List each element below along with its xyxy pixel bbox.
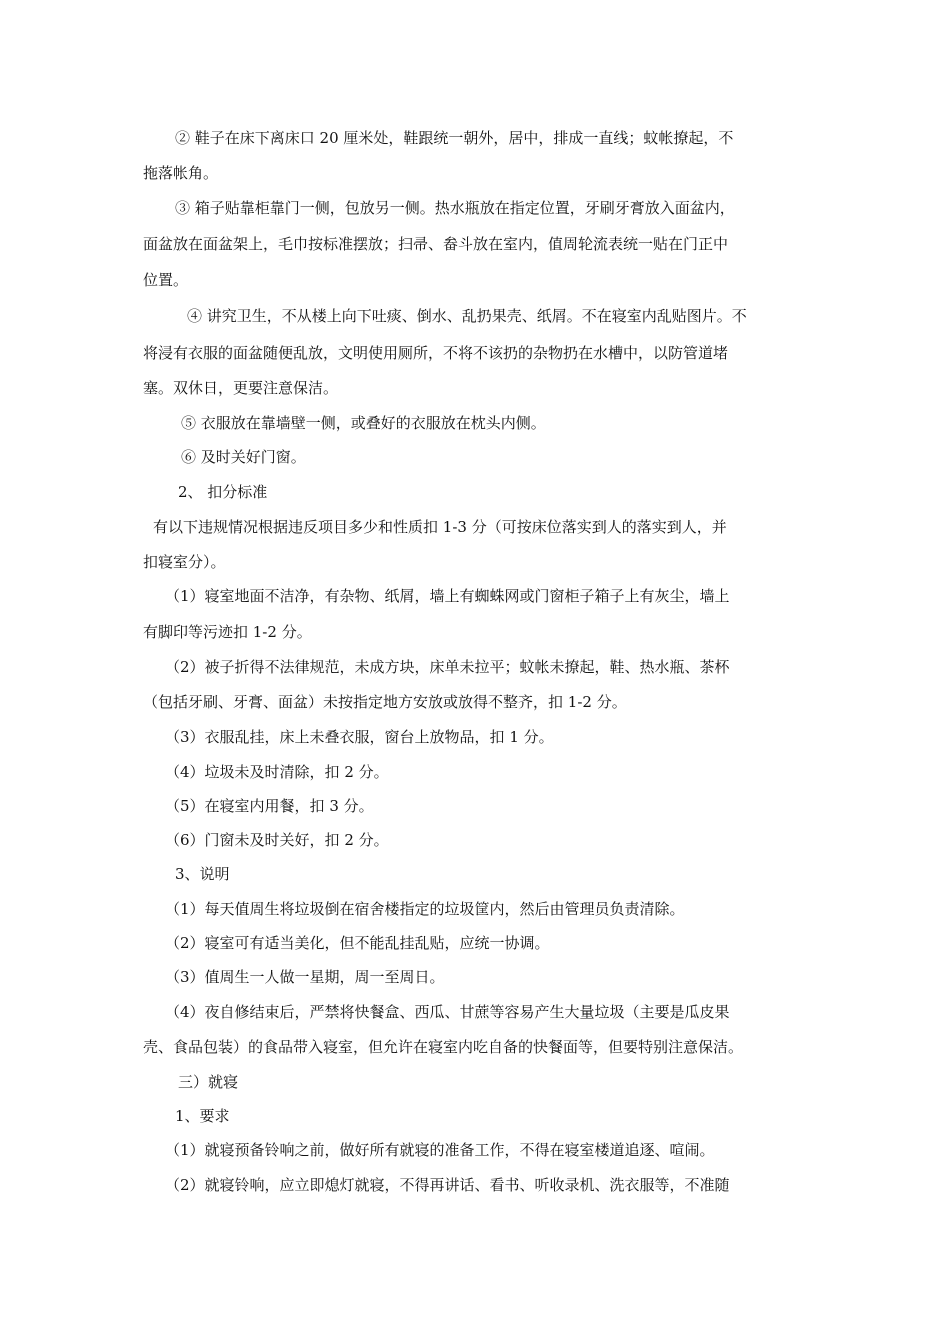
text-line: （5）在寝室内用餐，扣 3 分。	[165, 797, 374, 815]
text-line: ④ 讲究卫生，不从楼上向下吐痰、倒水、乱扔果壳、纸屑。不在寝室内乱贴图片。不	[187, 307, 747, 325]
text-line: ⑤ 衣服放在靠墙壁一侧，或叠好的衣服放在枕头内侧。	[181, 414, 546, 432]
section-heading: 2、 扣分标准	[178, 483, 268, 501]
text-line: 壳、食品包装）的食品带入寝室，但允许在寝室内吃自备的快餐面等，但要特别注意保洁。	[143, 1038, 744, 1056]
section-heading: 3、说明	[175, 865, 230, 883]
text-line: 将浸有衣服的面盆随便乱放，文明使用厕所，不将不该扔的杂物扔在水槽中，以防管道堵	[143, 344, 729, 362]
text-line: （包括牙刷、牙膏、面盆）未按指定地方安放或放得不整齐，扣 1-2 分。	[143, 693, 627, 711]
text-line: 塞。双休日，更要注意保洁。	[143, 379, 339, 397]
section-heading: 1、要求	[175, 1107, 230, 1125]
text-line: （3）衣服乱挂，床上未叠衣服，窗台上放物品，扣 1 分。	[165, 728, 554, 746]
text-line: （1）就寝预备铃响之前，做好所有就寝的准备工作，不得在寝室楼道追逐、喧闹。	[165, 1141, 715, 1159]
text-line: 位置。	[143, 271, 189, 289]
text-line: 拖落帐角。	[143, 164, 219, 182]
text-line: ③ 箱子贴靠柜靠门一侧，包放另一侧。热水瓶放在指定位置，牙刷牙膏放入面盆内，	[175, 199, 735, 217]
text-line: 扣寝室分）。	[143, 553, 226, 571]
text-line: （2）就寝铃响，应立即熄灯就寝，不得再讲话、看书、听收录机、洗衣服等，不准随	[165, 1176, 730, 1194]
text-line: 有脚印等污迹扣 1-2 分。	[143, 623, 312, 641]
text-line: （4）夜自修结束后，严禁将快餐盒、西瓜、甘蔗等容易产生大量垃圾（主要是瓜皮果	[165, 1003, 730, 1021]
text-line: （4）垃圾未及时清除，扣 2 分。	[165, 763, 389, 781]
text-line: （3）值周生一人做一星期，周一至周日。	[165, 968, 445, 986]
section-heading: 三）就寝	[178, 1073, 239, 1091]
text-line: （1）寝室地面不洁净，有杂物、纸屑，墙上有蜘蛛网或门窗柜子箱子上有灰尘，墙上	[165, 587, 730, 605]
text-line: ② 鞋子在床下离床口 20 厘米处，鞋跟统一朝外，居中，排成一直线；蚊帐撩起，不	[175, 129, 734, 147]
text-line: ⑥ 及时关好门窗。	[181, 448, 306, 466]
text-line: 有以下违规情况根据违反项目多少和性质扣 1-3 分（可按床位落实到人的落实到人，并	[153, 518, 727, 536]
text-line: （2）寝室可有适当美化，但不能乱挂乱贴，应统一协调。	[165, 934, 550, 952]
text-line: （2）被子折得不法律规范，未成方块，床单未拉平；蚊帐未撩起，鞋、热水瓶、茶杯	[165, 658, 730, 676]
text-line: （6）门窗未及时关好，扣 2 分。	[165, 831, 389, 849]
text-line: 面盆放在面盆架上，毛巾按标准摆放；扫帚、畚斗放在室内，值周轮流表统一贴在门正中	[143, 235, 729, 253]
text-line: （1）每天值周生将垃圾倒在宿舍楼指定的垃圾筐内，然后由管理员负责清除。	[165, 900, 685, 918]
